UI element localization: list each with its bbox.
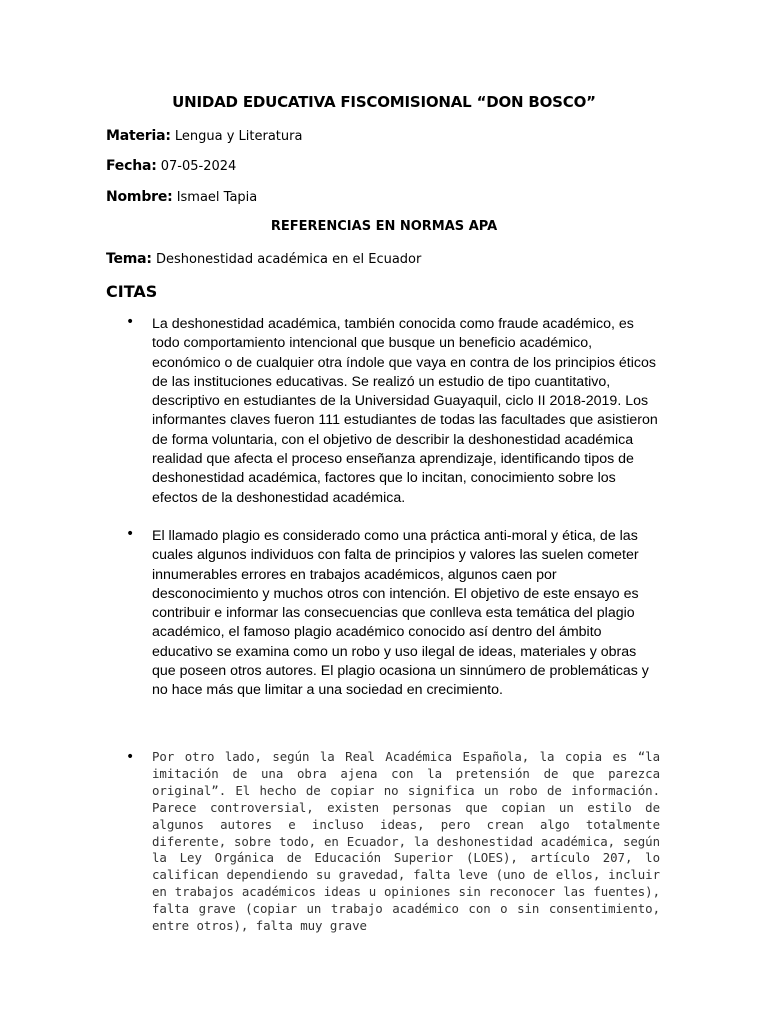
tema-field [106, 251, 421, 267]
section-title: CITAS [106, 282, 158, 301]
fecha-value: 07-05-2024 [160, 159, 237, 174]
tema-value: Deshonestidad académica en el Ecuador [155, 252, 422, 267]
nombre-value: Ismael Tapia [176, 190, 258, 205]
tema-label: Tema: [106, 251, 152, 267]
nombre-field [106, 189, 257, 205]
nombre-label: Nombre: [106, 189, 173, 205]
fecha-label: Fecha: [106, 158, 157, 174]
bullet-marker: • [126, 314, 135, 330]
references-title: REFERENCIAS EN NORMAS APA [270, 219, 498, 234]
fecha-field [106, 158, 236, 174]
cita-paragraph: El llamado plagio es considerado como una práctica anti-moral y ética, de las cuales algunos individuos con falta de principios y valores las suelen cometer innumerables errores en trabajos académicos, algunos caen por desconocimiento y muchos otros con intención. El objetivo de este ensayo es contribuir e informar las consecuencias que conlleva esta temática del plagio académico, el famoso plagio académico conocido así dentro del ámbito educativo se examina como un robo y uso ilegal de ideas, materiales y obras que poseen otros autores. El plagio ocasiona un sinnúmero de problemáticas y no hace más que limitar a una sociedad en crecimiento. [152, 528, 649, 699]
materia-label: Materia: [106, 128, 171, 144]
school-title: UNIDAD EDUCATIVA FISCOMISIONAL “DON BOSCO” [172, 93, 596, 111]
cita-paragraph: Por otro lado, según la Real Académica Española, la copia es “la imitación de una obra ajena con la pretensión de que parezca original”. El hecho de copiar no significa un robo de información. Parece controversial, existen personas que copian un estilo de algunos autores e incluso ideas, pero crean algo totalmente diferente, sobre todo, en Ecuador, la deshonestidad académica, según la Ley Orgánica de Educación Superior (LOES), artículo 207, lo califican dependiendo su gravedad, falta leve (uno de ellos, incluir en trabajos académicos ideas u opiniones sin reconocer las fuentes), falta grave (copiar un trabajo académico con o sin consentimiento, entre otros), falta muy grave [152, 749, 660, 934]
cita-paragraph: La deshonestidad académica, también conocida como fraude académico, es todo comportamiento intencional que busque un beneficio académico, económico o de cualquier otra índole que vaya en contra de los principios éticos de las instituciones educativas. Se realizó un estudio de tipo cuantitativo, descriptivo en estudiantes de la Universidad Guayaquil, ciclo II 2018-2019. Los informantes claves fueron 111 estudiantes de todas las facultades que asistieron de forma voluntaria, con el objetivo de describir la deshonestidad académica realidad que afecta el proceso enseñanza aprendizaje, identificando tipos de deshonestidad académica, factores que lo incitan, conocimiento sobre los efectos de la deshonestidad académica. [152, 316, 658, 506]
bullet-marker: • [126, 526, 135, 542]
materia-value: Lengua y Literatura [174, 129, 303, 144]
materia-field [106, 128, 302, 144]
bullet-marker: • [126, 749, 135, 765]
